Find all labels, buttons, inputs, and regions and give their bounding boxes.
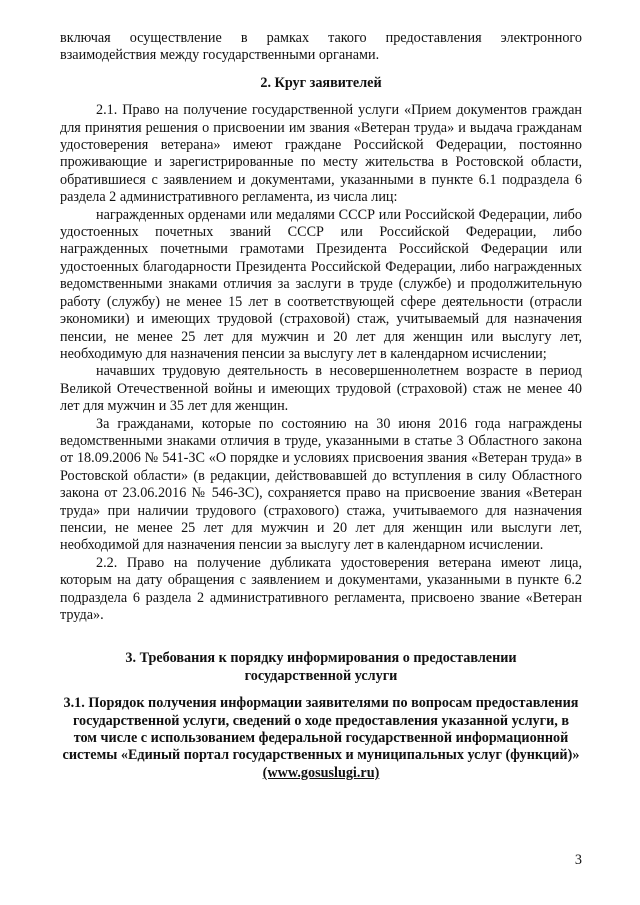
paragraph-minors: начавших трудовую деятельность в несовершеннолетнем возрасте в период Великой Отечественной войны и имеющих трудовой (страховой) стаж не менее 40 лет для мужчин и 35 лет для женщин. [60,363,582,415]
document-page [60,30,582,782]
section-3-title-line-1: 3. Требования к порядку информирования о предоставлении [125,650,517,667]
section-3-title [60,650,582,685]
gosuslugi-link-text: (www.gosuslugi.ru) [262,764,380,781]
section-3-title-line-2: государственной услуги [244,667,398,684]
page-number: 3 [574,852,582,868]
subsection-3-1-title [60,695,582,782]
paragraph-awarded: награжденных орденами или медалями СССР или Российской Федерации, либо удостоенных почетных званий СССР или Российской Федерации, либо награжденных почетными грамотами Президента Российской Федерации или удостоенных благодарности Президента Российской Федерации, либо награжденных ведомственными знаками отличия за заслуги в труде (службе) и продолжительную работу (службу) не менее 15 лет в соответствующей сфере деятельности (отрасли экономики) и имеющих трудовой (страховой) стаж, учитываемый для назначения пенсии, не менее 25 лет для мужчин и 20 лет для женщин или выслугу лет, необходимую для назначения пенсии за выслугу лет в календарном исчислении; [60,206,582,362]
paragraph-transitional: За гражданами, которые по состоянию на 30 июня 2016 года награждены ведомственными знаками отличия в труде, указанными в статье 3 Областного закона от 18.09.2006 № 541-ЗС «О порядке и условиях присвоения звания «Ветеран труда» в Ростовской области» (в редакции, действовавшей до вступления в силу Областного закона от 23.06.2016 № 546-ЗС), сохраняется право на присвоение звания «Ветеран труда» при наличии трудового (страхового) стажа, учитываемого для назначения пенсии, не менее 25 лет для мужчин и 20 лет для женщин или выслуги лет, необходимой для назначения пенсии за выслугу лет в календарном исчислении. [60,415,582,554]
intro-paragraph: включая осуществление в рамках такого предоставления электронного взаимодействия между государственными органами. [60,30,582,64]
section-2-title: 2. Круг заявителей [260,74,382,91]
paragraph-2-1: 2.1. Право на получение государственной услуги «Прием документов граждан для принятия решения о присвоении им звания «Ветеран труда» и выдача гражданам удостоверения ветерана» имеют граждане Российской Федерации, постоянно проживающие и зарегистрированные по месту жительства в Ростовской области, обратившиеся с заявлением и документами, указанными в пункте 6.1 подраздела 6 раздела 2 административного регламента, из числа лиц: [60,102,582,206]
subsection-3-1-text: 3.1. Порядок получения информации заявителями по вопросам предоставления государственной услуги, сведений о ходе предоставления указанной услуги, в том числе с использованием федеральной государственной информационной системы «Единый портал государственных и муниципальных услуг (функций)» [62,695,580,764]
paragraph-2-2: 2.2. Право на получение дубликата удостоверения ветерана имеют лица, которым на дату обращения с заявлением и документами, указанными в пункте 6.2 подраздела 6 раздела 2 административного регламента, присвоено звание «Ветеран труда». [60,554,582,623]
